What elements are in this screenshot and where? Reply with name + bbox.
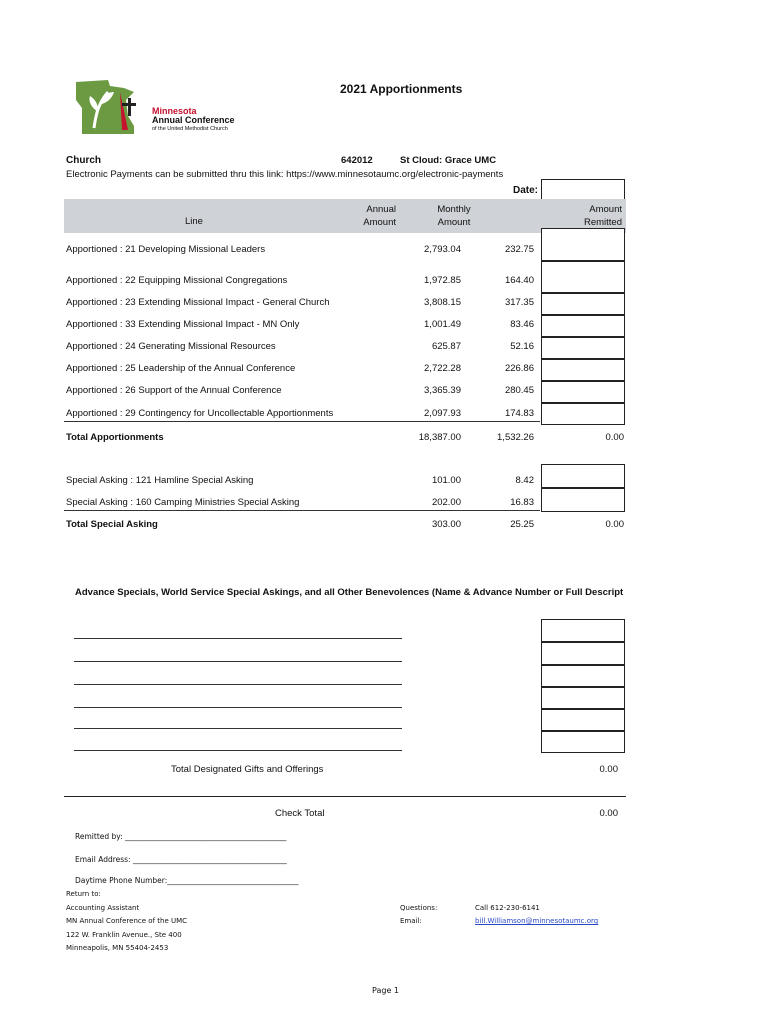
- date-field[interactable]: [541, 179, 625, 200]
- questions-phone: Call 612-230-6141: [475, 904, 540, 912]
- logo-line-1: Minnesota: [152, 106, 197, 116]
- total-special-row: [66, 519, 626, 533]
- church-label: Church: [66, 155, 101, 166]
- minnesota-map-icon: [68, 78, 148, 136]
- total-annual: 18,387.00: [418, 432, 461, 443]
- designated-gifts-label: Total Designated Gifts and Offerings: [171, 764, 324, 775]
- advance-heading: Advance Specials, World Service Special Askings, and all Other Benevolences (Name & Advance Number or Full Descript: [75, 587, 624, 598]
- church-number: 642012: [341, 155, 373, 166]
- email-label: Email:: [400, 917, 422, 925]
- row-line: Apportioned : 33 Extending Missional Impact - MN Only: [66, 319, 300, 330]
- advance-entry-line[interactable]: [74, 684, 402, 685]
- church-name: St Cloud: Grace UMC: [400, 155, 497, 166]
- row-annual: 2,722.28: [424, 363, 461, 374]
- row-annual: 3,808.15: [424, 297, 461, 308]
- row-monthly: 226.86: [504, 363, 534, 374]
- table-row: [66, 497, 626, 511]
- row-annual: 2,793.04: [424, 244, 461, 255]
- row-line: Apportioned : 23 Extending Missional Impact - General Church: [66, 297, 330, 308]
- row-line: Apportioned : 26 Support of the Annual Conference: [66, 385, 282, 396]
- row-monthly: 52.16: [510, 341, 534, 352]
- page-number: Page 1: [372, 986, 399, 995]
- return-to-label: Return to:: [66, 890, 101, 898]
- phone-field[interactable]: Daytime Phone Number:___________________________________: [75, 876, 299, 885]
- contact-email-link[interactable]: bill.Williamson@minnesotaumc.org: [475, 917, 599, 925]
- table-row: [66, 363, 626, 377]
- remitted-by-field[interactable]: Remitted by: ___________________________________________: [75, 832, 287, 841]
- table-row: [66, 244, 626, 258]
- advance-amount-box[interactable]: [541, 687, 625, 709]
- row-line: Apportioned : 24 Generating Missional Resources: [66, 341, 276, 352]
- row-monthly: 174.83: [504, 408, 534, 419]
- table-row: [66, 341, 626, 355]
- row-line: Special Asking : 121 Hamline Special Asking: [66, 475, 254, 486]
- total-label: Total Apportionments: [66, 432, 164, 443]
- row-monthly: 317.35: [504, 297, 534, 308]
- advance-entry-line[interactable]: [74, 728, 402, 729]
- email-address-field[interactable]: Email Address: _________________________________________: [75, 855, 287, 864]
- row-annual: 2,097.93: [424, 408, 461, 419]
- row-divider: [64, 421, 540, 422]
- row-monthly: 8.42: [515, 475, 534, 486]
- row-line: Apportioned : 25 Leadership of the Annual Conference: [66, 363, 296, 374]
- row-line: Special Asking : 160 Camping Ministries Special Asking: [66, 497, 300, 508]
- row-annual: 101.00: [431, 475, 461, 486]
- advance-amount-box[interactable]: [541, 619, 625, 642]
- designated-gifts-value: 0.00: [599, 764, 618, 775]
- check-divider: [64, 796, 626, 797]
- advance-amount-box[interactable]: [541, 709, 625, 731]
- questions-label: Questions:: [400, 904, 438, 912]
- advance-entry-line[interactable]: [74, 707, 402, 708]
- table-row: [66, 408, 626, 422]
- total-apportionments-row: [66, 432, 626, 446]
- table-row: [66, 275, 626, 289]
- row-annual: 1,001.49: [424, 319, 461, 330]
- advance-entry-line[interactable]: [74, 638, 402, 639]
- row-monthly: 83.46: [510, 319, 534, 330]
- address-line-3: 122 W. Franklin Avenue., Ste 400: [66, 931, 182, 939]
- col-header-annual: Annual Amount: [363, 204, 396, 228]
- table-row: [66, 297, 626, 311]
- check-total-label: Check Total: [275, 808, 325, 819]
- address-line-1: Accounting Assistant: [66, 904, 140, 912]
- conference-logo: [68, 78, 268, 136]
- col-header-line: Line: [185, 216, 203, 227]
- advance-amount-box[interactable]: [541, 642, 625, 665]
- row-line: Apportioned : 22 Equipping Missional Congregations: [66, 275, 288, 286]
- total-label: Total Special Asking: [66, 519, 158, 530]
- address-line-2: MN Annual Conference of the UMC: [66, 917, 188, 925]
- total-monthly: 25.25: [510, 519, 534, 530]
- date-label: Date:: [513, 185, 539, 196]
- total-annual: 303.00: [431, 519, 461, 530]
- row-annual: 3,365.39: [424, 385, 461, 396]
- address-line-4: Minneapolis, MN 55404-2453: [66, 944, 169, 952]
- total-monthly: 1,532.26: [497, 432, 534, 443]
- row-line: Apportioned : 21 Developing Missional Leaders: [66, 244, 266, 255]
- total-remitted: 0.00: [605, 519, 624, 530]
- logo-line-3: of the United Methodist Church: [152, 126, 228, 132]
- table-row: [66, 385, 626, 399]
- row-monthly: 232.75: [504, 244, 534, 255]
- advance-entry-line[interactable]: [74, 661, 402, 662]
- advance-amount-box[interactable]: [541, 665, 625, 687]
- col-header-remitted: Amount Remitted: [583, 204, 622, 228]
- electronic-payments-note: Electronic Payments can be submitted thru this link: https://www.minnesotaumc.org/electronic-payments: [66, 169, 504, 180]
- row-monthly: 280.45: [504, 385, 534, 396]
- col-header-monthly: Monthly Amount: [437, 204, 471, 228]
- check-total-value: 0.00: [599, 808, 618, 819]
- row-monthly: 164.40: [504, 275, 534, 286]
- table-row: [66, 475, 626, 489]
- row-annual: 1,972.85: [424, 275, 461, 286]
- logo-line-2: Annual Conference: [152, 115, 235, 125]
- advance-entry-line[interactable]: [74, 750, 402, 751]
- row-annual: 625.87: [431, 341, 461, 352]
- row-annual: 202.00: [431, 497, 461, 508]
- total-remitted: 0.00: [605, 432, 624, 443]
- page-title: 2021 Apportionments: [340, 82, 463, 96]
- advance-amount-box[interactable]: [541, 731, 625, 753]
- table-row: [66, 319, 626, 333]
- row-divider: [64, 510, 540, 511]
- row-monthly: 16.83: [510, 497, 534, 508]
- row-line: Apportioned : 29 Contingency for Uncollectable Apportionments: [66, 408, 334, 419]
